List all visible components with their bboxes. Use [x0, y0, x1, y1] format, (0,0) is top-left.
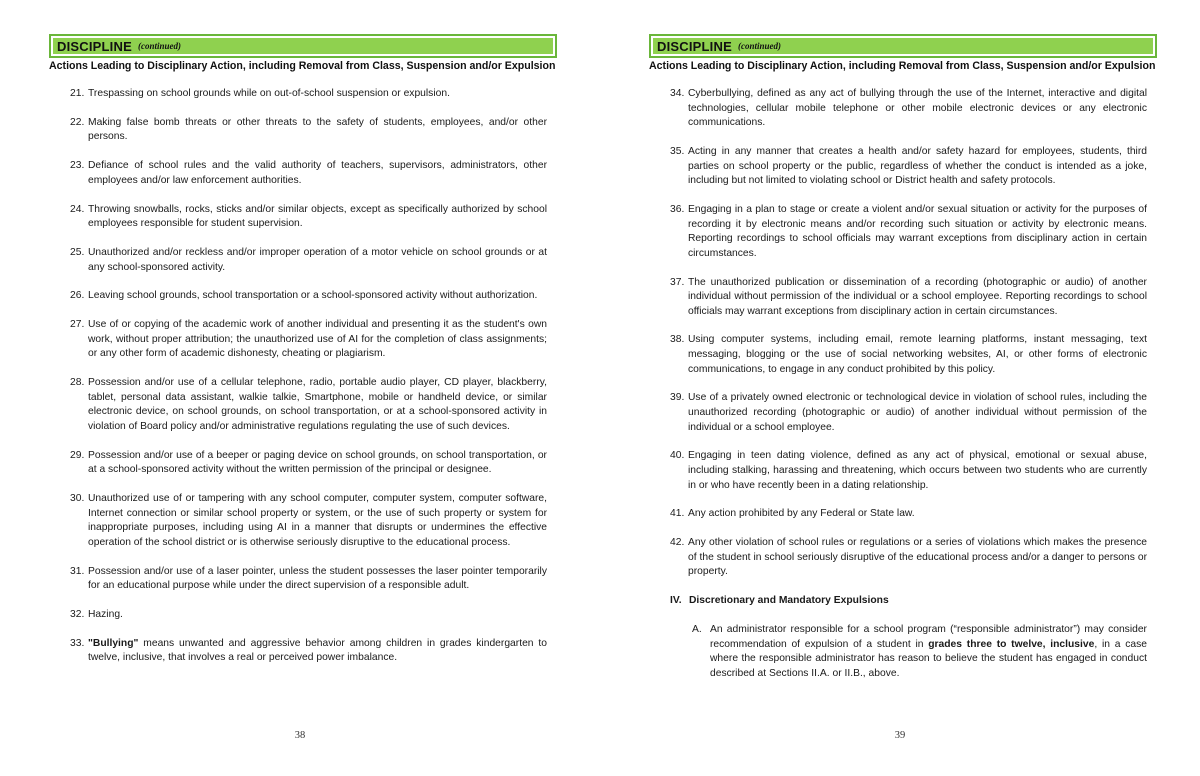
- list-item: 39. Use of a privately owned electronic or technological device in violation of school rules, including the unauthorized recording (photographic or audio) of another individual without permission of the individual or a school employee.: [670, 392, 1147, 433]
- list-item: 25. Unauthorized and/or reckless and/or improper operation of a motor vehicle on school grounds or at any school-sponsored activity.: [70, 246, 547, 273]
- violation-list: [670, 87, 1147, 681]
- list-item: 28. Possession and/or use of a cellular telephone, radio, portable audio player, CD player, blackberry, tablet, personal data assistant, walkie talkie, Smartphone, mobile or handheld device, or similar electronic device, on school grounds, on school transportation, or at a school-sponsored activity in violation of Board policy and/or administrative regulations regulating the use of such devices.: [70, 377, 547, 432]
- list-item: 30. Unauthorized use of or tampering with any school computer, computer system, computer software, Internet connection or similar school property or system, or the use of such property or system for inappropriate purposes, including using AI in a manner that disrupts or undermines the effective operation of the school district or is otherwise seriously disruptive to the educational process.: [70, 492, 547, 548]
- list-item: 29. Possession and/or use of a beeper or paging device on school grounds, on school transportation, or at a school-sponsored activity without the written permission of the principal or designee.: [70, 449, 547, 476]
- list-item: 31. Possession and/or use of a laser pointer, unless the student possesses the laser pointer temporarily for an educational purpose while under the direct supervision of a responsible adult.: [70, 565, 547, 592]
- list-item: 23. Defiance of school rules and the valid authority of teachers, supervisors, administrators, other employees and/or law enforcement authorities.: [70, 160, 547, 186]
- list-item: 35. Acting in any manner that creates a health and/or safety hazard for employees, students, third parties on school property or the public, regardless of whether the conduct is intended as a joke, including but not limited to violating school or District health and safety protocols.: [670, 145, 1147, 187]
- banner-title: DISCIPLINE: [657, 38, 732, 54]
- list-item: 22. Making false bomb threats or other threats to the safety of students, employees, and/or other persons.: [70, 116, 547, 143]
- section-heading: Actions Leading to Disciplinary Action, including Removal from Class, Suspension and/or Expulsion: [49, 60, 556, 72]
- list-item: 27. Use of or copying of the academic work of another individual and presenting it as the student's own work, without proper attribution; the unauthorized use of AI for the completion of class assignments; or any other form of academic dishonesty, cheating or plagiarism.: [70, 319, 547, 360]
- section-banner: [49, 34, 557, 58]
- list-item: 41. Any action prohibited by any Federal or State law.: [670, 508, 915, 520]
- violation-list: [70, 87, 547, 680]
- sub-list-item: A. An administrator responsible for a school program (“responsible administrator”) may consider recommendation of expulsion of a student in grades three to twelve, inclusive, in a case where the responsible administrator has reason to believe the student has engaged in conduct described at Sections II.A. or II.B., above.: [692, 623, 1147, 679]
- banner-title: DISCIPLINE: [57, 38, 132, 54]
- list-item: 37. The unauthorized publication or dissemination of a recording (photographic or audio) of another individual without permission of the individual or a school employee. Reporting recordings to school officials may warrant exceptions from disciplinary action in certain circumstances.: [670, 276, 1147, 317]
- section-heading: Actions Leading to Disciplinary Action, including Removal from Class, Suspension and/or Expulsion: [649, 60, 1156, 72]
- section-banner: [649, 34, 1157, 58]
- page-right: [600, 0, 1200, 776]
- list-item: 32. Hazing.: [70, 608, 123, 620]
- banner-subtitle: (continued): [737, 41, 781, 51]
- page-number: 38: [294, 730, 306, 741]
- list-item: 34. Cyberbullying, defined as any act of bullying through the use of the Internet, interactive and digital technologies, cellular mobile telephone or other mobile electronic devices or any electronic communications.: [670, 88, 1147, 129]
- list-item: 21. Trespassing on school grounds while on out-of-school suspension or expulsion.: [70, 88, 450, 99]
- list-item: 36. Engaging in a plan to stage or create a violent and/or sexual situation or activity for the purposes of recording it by electronic means and/or recording such situation or activity by electronic means. Reporting recordings to school officials may warrant exceptions from disciplinary action in certain circumstances.: [670, 203, 1147, 259]
- page-number: 39: [894, 730, 906, 741]
- list-item: 24. Throwing snowballs, rocks, sticks and/or similar objects, except as specifically authorized by school employees responsible for student supervision.: [70, 203, 547, 230]
- list-item: 42. Any other violation of school rules or regulations or a series of violations which makes the presence of the student in school seriously disruptive of the educational process and/or a danger to persons or property.: [670, 537, 1147, 578]
- list-item: 40. Engaging in teen dating violence, defined as any act of physical, emotional or sexual abuse, including stalking, harassing and threatening, which occurs between two students who are currently in or who have recently been in a dating relationship.: [670, 450, 1147, 491]
- bullying-term: "Bullying": [88, 637, 139, 649]
- list-item: 26. Leaving school grounds, school transportation or a school-sponsored activity without authorization.: [70, 290, 538, 302]
- list-item: 38. Using computer systems, including email, remote learning platforms, instant messaging, text messaging, blogging or the use of social networking websites, AI, or other forms of electronic communications, to engage in any conduct prohibited by this policy.: [670, 334, 1147, 375]
- list-item: 33. "Bullying" means unwanted and aggressive behavior among children in grades kindergarten to twelve, inclusive, that involves a real or perceived power imbalance.: [70, 637, 547, 664]
- section-heading-iv: IV. Discretionary and Mandatory Expulsions: [670, 595, 889, 607]
- grades-emphasis: grades three to twelve, inclusive: [928, 638, 1095, 650]
- banner-subtitle: (continued): [137, 41, 181, 51]
